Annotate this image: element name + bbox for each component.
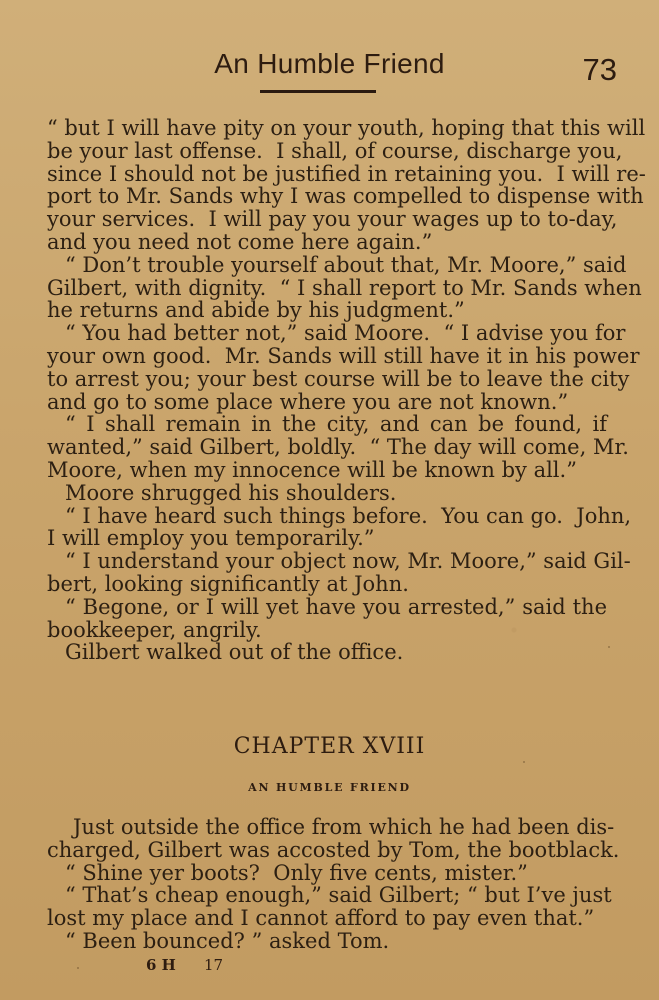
paper-speck: [523, 761, 525, 763]
text-line: bert, looking significantly at John.: [47, 571, 409, 596]
text-line: “ That’s cheap enough,” said Gilbert; “ but I’ve just: [65, 883, 612, 908]
text-line: Just outside the office from which he had been dis-: [73, 815, 615, 839]
text-line: charged, Gilbert was accosted by Tom, the bootblack.: [47, 837, 620, 862]
main-text-block: [47, 116, 646, 665]
text-line: “ Begone, or I will yet have you arrested,” said the: [65, 594, 607, 619]
header-rule: [260, 90, 376, 93]
text-line: Moore, when my innocence will be known by all.”: [47, 457, 577, 482]
text-line: wanted,” said Gilbert, boldly. “ The day will come, Mr.: [47, 435, 629, 460]
chapter-title: CHAPTER XVIII: [233, 734, 426, 759]
text-line: I will employ you temporarily.”: [47, 526, 375, 551]
text-line: since I should not be justified in retaining you. I will re-: [47, 161, 646, 186]
running-title: An Humble Friend: [214, 48, 445, 79]
paper-speck: [608, 646, 610, 648]
text-line: “ Been bounced? ” asked Tom.: [65, 928, 390, 953]
text-line: Gilbert, with dignity. “ I shall report to Mr. Sands when: [47, 275, 642, 300]
text-line: “ I understand your object now, Mr. Moore,” said Gil-: [65, 549, 631, 574]
text-line: to arrest you; your best course will be to leave the city: [47, 366, 630, 391]
text-line: lost my place and I cannot afford to pay even that.”: [47, 906, 595, 931]
paper-speck: [77, 967, 79, 969]
text-line: he returns and abide by his judgment.”: [47, 298, 465, 323]
text-line: be your last offense. I shall, of course, discharge you,: [47, 138, 623, 163]
chapter-text-block: [47, 815, 620, 953]
text-line: port to Mr. Sands why I was compelled to dispense with: [47, 184, 644, 209]
text-line: “ I have heard such things before. You can go. John,: [65, 503, 632, 528]
text-line: and you need not come here again.”: [47, 229, 433, 254]
text-line: your services. I will pay you your wages up to to-day,: [47, 207, 618, 232]
text-line: bookkeeper, angrily.: [47, 617, 262, 642]
text-line: “ You had better not,” said Moore. “ I advise you for: [65, 321, 626, 346]
text-line: your own good. Mr. Sands will still have it in his power: [47, 343, 640, 368]
text-line: “ Don’t trouble yourself about that, Mr. Moore,” said: [65, 252, 627, 277]
text-line: Moore shrugged his shoulders.: [65, 480, 397, 505]
text-line: “ but I will have pity on your youth, hoping that this will: [47, 116, 646, 140]
text-line: Gilbert walked out of the office.: [65, 640, 404, 665]
text-line: and go to some place where you are not known.”: [47, 389, 569, 414]
signature-mark: 6 H: [146, 956, 176, 974]
page-number: 73: [582, 52, 617, 87]
text-line: “ I shall remain in the city, and can be found, if: [65, 412, 607, 437]
text-line: “ Shine yer boots? Only five cents, mister.”: [65, 860, 528, 885]
chapter-subtitle: AN HUMBLE FRIEND: [248, 781, 411, 794]
sheet-number: 17: [204, 956, 224, 974]
